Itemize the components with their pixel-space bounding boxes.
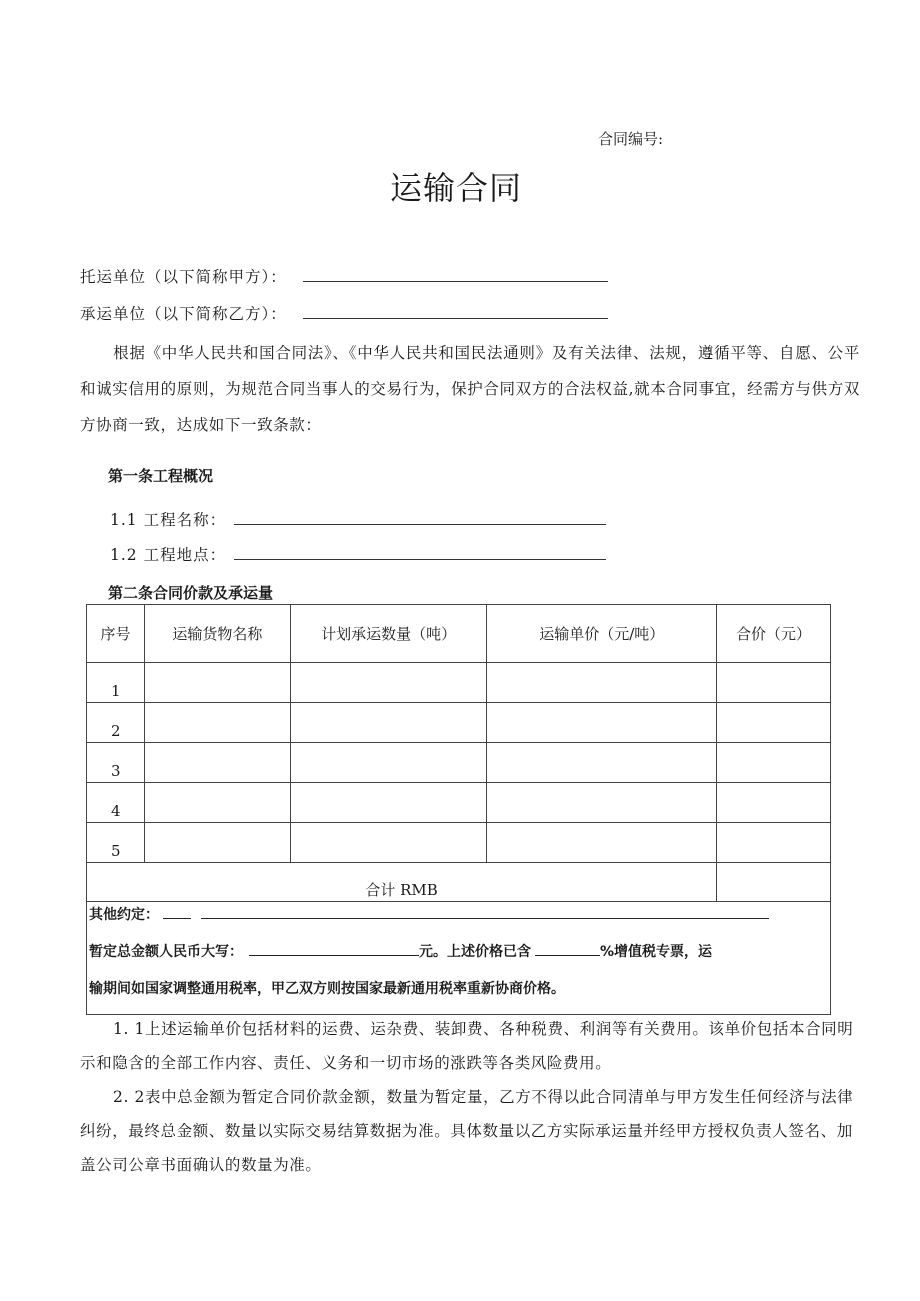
article2-heading: 第二条合同价款及承运量: [108, 584, 274, 602]
table-header-row: [87, 605, 831, 663]
table-total-row: [87, 863, 831, 902]
row-seq: 1: [87, 663, 145, 703]
qty-cell[interactable]: [290, 663, 487, 703]
qty-cell[interactable]: [290, 743, 487, 783]
document-title: 运输合同: [390, 169, 523, 207]
unit-price-cell[interactable]: [487, 783, 717, 823]
clause-2-2-text: 2. 2表中总金额为暂定合同价款金额，数量为暂定量，乙方不得以此合同清单与甲方发生任何经济与法律纠纷，最终总金额、数量以实际交易结算数据为准。具体数量以乙方实际承运量并经甲方授权负责人签名、加盖公司公章书面确认的数量为准。: [80, 1088, 854, 1174]
unit-price-cell[interactable]: [487, 823, 717, 863]
col-goods-name: 运输货物名称: [144, 605, 290, 663]
tax-suffix: %增值税专票，运: [600, 944, 713, 960]
project-name-label: 1.1 工程名称：: [110, 511, 227, 529]
qty-cell[interactable]: [290, 823, 487, 863]
row-seq: 5: [87, 823, 145, 863]
total-cell[interactable]: [717, 743, 831, 783]
total-cell[interactable]: [717, 823, 831, 863]
total-cell[interactable]: [717, 663, 831, 703]
unit-price-cell[interactable]: [487, 663, 717, 703]
goods-name-cell[interactable]: [144, 663, 290, 703]
goods-name-cell[interactable]: [144, 823, 290, 863]
carrier-label: 承运单位（以下简称乙方）：: [80, 305, 287, 323]
table-row: [87, 703, 831, 743]
qty-cell[interactable]: [290, 783, 487, 823]
carrier-row: [80, 302, 608, 324]
col-seq: 序号: [87, 605, 145, 663]
table-notes-row: [87, 902, 831, 1015]
price-table: [86, 604, 831, 1015]
amount-line: [89, 939, 828, 976]
table-row: [87, 823, 831, 863]
clause-1-1-text: 1. 1上述运输单价包括材料的运费、运杂费、装卸费、各种税费、利润等有关费用。该单价包括本合同明示和隐含的全部工作内容、责任、义务和一切市场的涨跌等各类风险费用。: [80, 1020, 854, 1072]
goods-name-cell[interactable]: [144, 703, 290, 743]
clause-2-2: [80, 1080, 860, 1182]
shipper-field[interactable]: [303, 267, 608, 282]
unit-price-cell[interactable]: [487, 743, 717, 783]
amount-in-words-field[interactable]: [249, 939, 419, 956]
table-row: [87, 743, 831, 783]
row-seq: 3: [87, 743, 145, 783]
total-cell[interactable]: [717, 783, 831, 823]
col-total-price: 合价（元）: [717, 605, 831, 663]
unit-price-cell[interactable]: [487, 703, 717, 743]
project-name-field[interactable]: [234, 510, 606, 525]
other-terms-short-blank[interactable]: [163, 902, 191, 919]
preamble-paragraph: [80, 335, 860, 443]
goods-name-cell[interactable]: [144, 743, 290, 783]
clause-1-1: [80, 1012, 860, 1080]
total-cell[interactable]: [717, 703, 831, 743]
row-seq: 4: [87, 783, 145, 823]
project-name-row: [110, 508, 606, 530]
carrier-field[interactable]: [303, 304, 608, 319]
article1-heading: 第一条工程概况: [108, 467, 214, 485]
tax-adjust-line: 输期间如国家调整通用税率，甲乙双方则按国家最新通用税率重新协商价格。: [89, 981, 565, 997]
shipper-label: 托运单位（以下简称甲方）：: [80, 268, 287, 286]
qty-cell[interactable]: [290, 703, 487, 743]
total-label: 合计 RMB: [87, 863, 717, 902]
other-terms-line: [89, 902, 828, 939]
contract-number-label: 合同编号:: [598, 130, 664, 148]
other-terms-field[interactable]: [201, 902, 769, 919]
project-location-field[interactable]: [234, 545, 606, 560]
project-location-label: 1.2 工程地点：: [110, 546, 227, 564]
col-planned-qty: 计划承运数量（吨）: [290, 605, 487, 663]
tax-rate-field[interactable]: [535, 939, 600, 956]
amount-suffix: 元。上述价格已含: [419, 944, 531, 960]
table-row: [87, 783, 831, 823]
shipper-row: [80, 265, 608, 287]
amount-label: 暂定总金额人民币大写：: [89, 944, 243, 960]
row-seq: 2: [87, 703, 145, 743]
project-location-row: [110, 543, 606, 565]
notes-cell: [87, 902, 831, 1015]
preamble-text: 根据《中华人民共和国合同法》、《中华人民共和国民法通则》及有关法律、法规，遵循平等、自愿、公平和诚实信用的原则，为规范合同当事人的交易行为，保护合同双方的合法权益,就本合同事宜，经需方与供方双方协商一致，达成如下一致条款：: [80, 344, 860, 434]
total-value-cell[interactable]: [717, 863, 831, 902]
table-row: [87, 663, 831, 703]
other-terms-label: 其他约定：: [89, 907, 159, 923]
col-unit-price: 运输单价（元/吨）: [487, 605, 717, 663]
goods-name-cell[interactable]: [144, 783, 290, 823]
